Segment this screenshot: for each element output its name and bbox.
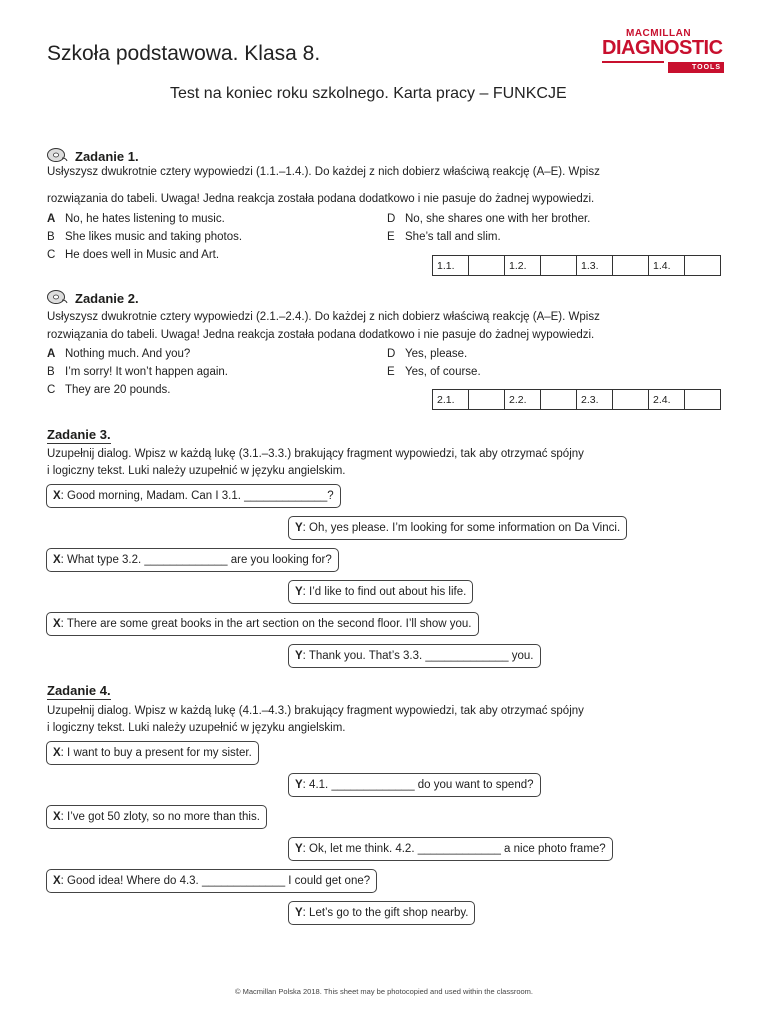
speaker-label: X [53,747,61,759]
dialog-line-y [288,901,475,925]
task1-instruction-2: rozwiązania do tabeli. Uwaga! Jedna reakcja została podana dodatkowo i nie pasuje do żadnej wypowiedzi. [47,193,595,205]
dialog-line-x [46,805,267,829]
dialog-text: : Let’s go to the gift shop nearby. [302,907,469,919]
option-text: He does well in Music and Art. [65,249,220,261]
option-key: A [47,213,56,225]
dialog-text: : I’ve got 50 zloty, so no more than this. [60,811,260,823]
answer-label: 2.4. [649,390,685,410]
task1-answer-table [432,255,721,276]
task3-instruction-1: Uzupełnij dialog. Wpisz w każdą lukę (3.1.–3.3.) brakujący fragment wypowiedzi, tak aby otrzymać spójny [47,448,584,460]
answer-label: 2.1. [433,390,469,410]
task2-option-a [47,348,190,360]
copyright-footer: © Macmillan Polska 2018. This sheet may be photocopied and used within the classroom. [234,987,534,996]
page-title: Szkoła podstawowa. Klasa 8. [47,42,321,65]
option-text: No, he hates listening to music. [65,213,225,225]
answer-cell[interactable] [541,256,577,276]
dialog-text: : Oh, yes please. I’m looking for some information on Da Vinci. [302,522,621,534]
option-key: E [387,231,395,243]
dialog-line-y[interactable] [288,837,613,861]
speaker-label: X [53,618,61,630]
answer-label: 1.3. [577,256,613,276]
dialog-line-x[interactable] [46,869,377,893]
option-text: Nothing much. And you? [65,348,191,360]
dialog-line-x [46,741,259,765]
speaker-label: Y [295,650,303,662]
speaker-label: X [53,554,61,566]
answer-label: 2.2. [505,390,541,410]
task2-title: Zadanie 2. [75,291,139,306]
cd-audio-icon [46,289,68,305]
option-key: D [387,348,396,360]
task2-option-b [47,366,228,378]
dialog-text: : I want to buy a present for my sister. [60,747,252,759]
option-text: Yes, please. [405,348,468,360]
logo-line-3: TOOLS [668,62,724,73]
task1-option-a [47,213,225,225]
task2-instruction-2: rozwiązania do tabeli. Uwaga! Jedna reakcja została podana dodatkowo i nie pasuje do żadnej wypowiedzi. [47,329,595,341]
option-key: C [47,384,56,396]
task4-title: Zadanie 4. [47,683,111,698]
task3-title: Zadanie 3. [47,427,111,442]
speaker-label: Y [295,779,303,791]
dialog-line-x [46,612,479,636]
task1-instruction-1: Usłyszysz dwukrotnie cztery wypowiedzi (1.1.–1.4.). Do każdej z nich dobierz właściwą reakcję (A–E). Wpisz [47,166,600,178]
task2-option-d [387,348,467,360]
option-text: Yes, of course. [405,366,481,378]
dialog-text: : Good idea! Where do 4.3. _____________ I could get one? [60,875,371,887]
speaker-label: Y [295,843,303,855]
task1-option-d [387,213,590,225]
dialog-line-x[interactable] [46,484,341,508]
option-text: She likes music and taking photos. [65,231,243,243]
dialog-text: : 4.1. _____________ do you want to spend? [302,779,534,791]
task3-instruction-2: i logiczny tekst. Luki należy uzupełnić w języku angielskim. [47,465,346,477]
option-text: I’m sorry! It won’t happen again. [65,366,228,378]
answer-cell[interactable] [469,390,505,410]
task1-option-c [47,249,219,261]
option-key: D [387,213,396,225]
option-text: She’s tall and slim. [405,231,501,243]
answer-cell[interactable] [469,256,505,276]
dialog-text: : Ok, let me think. 4.2. _____________ a nice photo frame? [302,843,606,855]
macmillan-logo [602,28,724,78]
option-text: No, she shares one with her brother. [405,213,591,225]
speaker-label: X [53,811,61,823]
option-key: B [47,231,55,243]
answer-label: 1.2. [505,256,541,276]
answer-cell[interactable] [613,390,649,410]
dialog-text: : Good morning, Madam. Can I 3.1. _____________? [60,490,334,502]
answer-cell[interactable] [685,256,721,276]
dialog-line-x[interactable] [46,548,339,572]
dialog-text: : I’d like to find out about his life. [302,586,467,598]
dialog-text: : Thank you. That’s 3.3. _____________ you. [302,650,534,662]
option-key: E [387,366,395,378]
dialog-line-y [288,580,473,604]
dialog-line-y[interactable] [288,773,541,797]
task2-instruction-1: Usłyszysz dwukrotnie cztery wypowiedzi (2.1.–2.4.). Do każdej z nich dobierz właściwą reakcję (A–E). Wpisz [47,311,600,323]
logo-line-2: DIAGNOSTIC [602,37,723,59]
speaker-label: Y [295,586,303,598]
task4-instruction-1: Uzupełnij dialog. Wpisz w każdą lukę (4.1.–4.3.) brakujący fragment wypowiedzi, tak aby otrzymać spójny [47,705,584,717]
answer-cell[interactable] [541,390,577,410]
option-key: C [47,249,56,261]
task4-instruction-2: i logiczny tekst. Luki należy uzupełnić w języku angielskim. [47,722,346,734]
speaker-label: X [53,490,61,502]
answer-label: 1.1. [433,256,469,276]
logo-bar [602,61,664,63]
task2-option-e [387,366,481,378]
answer-cell[interactable] [685,390,721,410]
task1-option-b [47,231,242,243]
option-key: B [47,366,55,378]
dialog-line-y[interactable] [288,644,541,668]
speaker-label: X [53,875,61,887]
speaker-label: Y [295,522,303,534]
cd-audio-icon [46,147,68,163]
option-key: A [47,348,56,360]
answer-label: 1.4. [649,256,685,276]
task2-option-c [47,384,171,396]
answer-cell[interactable] [613,256,649,276]
dialog-text: : There are some great books in the art section on the second floor. I’ll show you. [60,618,472,630]
page-subtitle: Test na koniec roku szkolnego. Karta pracy – FUNKCJE [170,85,567,102]
task2-answer-table [432,389,721,410]
speaker-label: Y [295,907,303,919]
logo-line-1: MACMILLAN [626,28,692,39]
dialog-text: : What type 3.2. _____________ are you looking for? [60,554,332,566]
answer-label: 2.3. [577,390,613,410]
dialog-line-y [288,516,627,540]
task1-option-e [387,231,501,243]
task1-title: Zadanie 1. [75,149,139,164]
option-text: They are 20 pounds. [65,384,171,396]
